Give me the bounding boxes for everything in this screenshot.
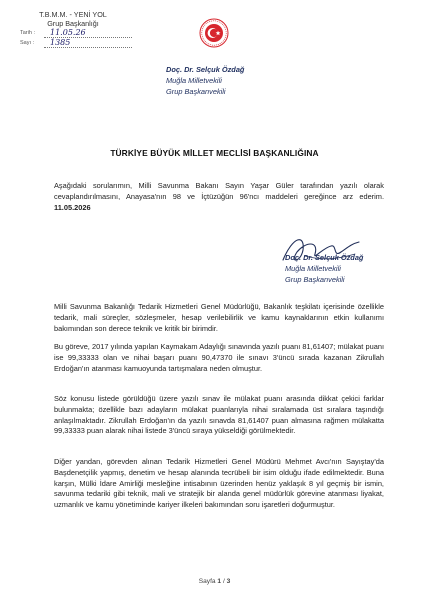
stamp-line-1: T.B.M.M. - YENİ YOL xyxy=(39,10,107,19)
request-date: 11.05.2026 xyxy=(54,202,91,212)
stamp-number-label: Sayı : xyxy=(20,40,35,46)
signature-name: Doç. Dr. Selçuk Özdağ xyxy=(285,253,364,262)
sender-name: Doç. Dr. Selçuk Özdağ xyxy=(166,65,245,74)
footer-current-page: 1 xyxy=(217,578,222,585)
tbmm-emblem-icon xyxy=(199,18,229,48)
body-paragraph-3: Söz konusu listede görüldüğü üzere yazılı sınav ile mülakat puanı arasında dikkat çekici farklar bulunmakta; özellikle bazı adayların mülakat puanlarıyla nihai sıralamada üst sıralara taşındığı anlaşılmaktadır. Zikrullah Erdoğan'ın da yazılı sınavda 81,61407 puan almasına rağmen mülakatta 99,33333 puan alarak nihai listede 3'üncü sıraya yükseldiği görülmektedir. xyxy=(54,394,384,436)
sender-header xyxy=(166,64,366,97)
registry-stamp xyxy=(14,10,132,48)
stamp-date-value: 11.05.26 xyxy=(44,28,132,38)
stamp-date-row xyxy=(20,28,132,38)
signature-role-1: Muğla Milletvekili xyxy=(285,264,341,273)
footer-separator: / xyxy=(222,578,225,585)
request-paragraph xyxy=(54,181,384,213)
stamp-date-label: Tarih : xyxy=(20,30,35,36)
signature-role-2: Grup Başkanvekili xyxy=(285,275,345,284)
request-text: Aşağıdaki sorularımın, Milli Savunma Bakanı Sayın Yaşar Güler tarafından yazılı olarak cevaplandırılmasını, Anayasa'nın 98 ve İçtüzüğün 96'ncı maddeleri gereğince arz ederim. xyxy=(54,181,384,201)
stamp-number-value: 1385 xyxy=(44,38,132,48)
body-paragraph-1: Milli Savunma Bakanlığı Tedarik Hizmetleri Genel Müdürlüğü, Bakanlık teşkilatı içerisinde özellikle tedarik, mali süreçler, sözleşmeler, hesap verilebilirlik ve kamu kaynaklarının etkin kullanımı bakımından son derece teknik ve kritik bir birimdir. xyxy=(54,302,384,333)
body-paragraph-2: Bu göreve, 2017 yılında yapılan Kaymakam Adaylığı sınavında yazılı puanı 81,61407; mülakat puanı ise 99,33333 olan ve nihai başarı puanı 90,47370 ile sınavı 3'üncü sırada kazanan Zikrullah Erdoğan'ın atanması kamuoyunda tartışmalara neden olmuştur. xyxy=(54,342,384,373)
handwritten-signature xyxy=(275,230,365,270)
page-footer xyxy=(0,578,429,585)
sender-role-1: Muğla Milletvekili xyxy=(166,76,222,85)
footer-prefix: Sayfa xyxy=(198,578,216,585)
stamp-line-2: Grup Başkanlığı xyxy=(47,19,99,28)
footer-total-pages: 3 xyxy=(226,578,231,585)
stamp-number-row xyxy=(20,38,132,48)
sender-role-2: Grup Başkanvekili xyxy=(166,87,226,96)
body-paragraph-4: Diğer yandan, görevden alınan Tedarik Hizmetleri Genel Müdürü Mehmet Avcı'nın Sayıştay'da Başdenetçilik yapmış, denetim ve hesap alanında tecrübeli bir isim olduğu ifade edilmektedir. Buna karşın, Mülki İdare Amirliği mesleğine intisabının üzerinden henüz yaklaşık 8 yıl geçmiş bir ismin, savunma tedariki gibi teknik, mali ve stratejik bir alanda genel müdürlük görevine atanması liyakat, uzmanlık ve kamu yönetiminde kariyer ilkeleri bakımından soru işaretleri doğurmuştur. xyxy=(54,457,384,510)
signature-block xyxy=(285,252,405,285)
document-title: TÜRKİYE BÜYÜK MİLLET MECLİSİ BAŞKANLIĞINA xyxy=(110,148,319,158)
